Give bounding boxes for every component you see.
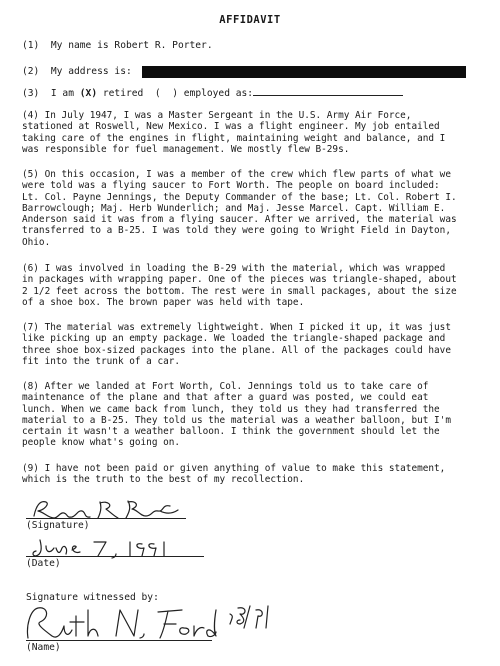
text-line: three shoe box-sized packages into the plane. All of the packages could have <box>22 344 451 356</box>
item-3-employment <box>22 88 403 99</box>
text-line: fit into the trunk of a car. <box>22 355 181 367</box>
item-3-prefix: (3) I am <box>22 88 74 99</box>
paragraph-5 <box>22 169 484 248</box>
retired-label: retired <box>102 88 144 99</box>
text-line: (5) On this occasion, I was a member of the crew which flew parts of what we <box>22 169 451 180</box>
retired-checkmark: (X) <box>79 88 98 99</box>
witness-name-line <box>26 640 212 641</box>
paragraph-9 <box>22 463 484 486</box>
text-line: material to a B-25. They told us the material was a weather balloon, but I'm <box>22 414 451 426</box>
text-line: which is the truth to the best of my recollection. <box>22 474 305 486</box>
witness-name-label: (Name) <box>26 642 61 653</box>
document-title: AFFIDAVIT <box>219 14 281 26</box>
text-line: Anderson said it was from a flying saucer. After we arrived, the material was <box>22 214 457 226</box>
paragraph-7 <box>22 322 484 367</box>
text-line: transferred to a B-25. I was told they were going to Wright Field in Dayton, <box>22 225 451 237</box>
text-line: were told was a flying saucer to Fort Worth. The people on board included: <box>22 180 440 192</box>
text-line: Lt. Col. Payne Jennings, the Deputy Commander of the base; Lt. Col. Robert I. <box>22 191 457 203</box>
redacted-address-bar <box>142 66 466 78</box>
paragraph-6 <box>22 263 484 308</box>
text-line: (4) In July 1947, I was a Master Sergeant in the U.S. Army Air Force, <box>22 110 412 121</box>
paragraph-8 <box>22 381 484 449</box>
text-line: Barrowclough; Maj. Herb Wunderlich; and Maj. Jesse Marcel. Capt. William E. <box>22 202 446 214</box>
text-line: was responsible for fuel management. We mostly flew B-29s. <box>22 143 350 155</box>
text-line: certain it wasn't a weather balloon. I think the government should let the <box>22 426 440 438</box>
paragraph-4 <box>22 110 484 155</box>
witness-heading: Signature witnessed by: <box>26 592 159 603</box>
text-line: (6) I was involved in loading the B-29 with the material, which was wrapped <box>22 263 446 274</box>
item-1-name: (1) My name is Robert R. Porter. <box>22 40 213 51</box>
signature-label: (Signature) <box>26 520 90 531</box>
text-line: stationed at Roswell, New Mexico. I was a flight engineer. My job entailed <box>22 121 440 133</box>
employed-label: employed as: <box>183 88 254 99</box>
text-line: taking care of the engines in flight, maintaining weight and balance, and I <box>22 132 446 144</box>
text-line: in packages with wrapping paper. One of the pieces was triangle-shaped, about <box>22 274 457 286</box>
text-line: like picking up an empty package. We loaded the triangle-shaped package and <box>22 333 446 345</box>
employed-as-blank <box>253 95 403 96</box>
text-line: (9) I have not been paid or given anything of value to make this statement, <box>22 463 446 474</box>
text-line: of a shoe box. The brown paper was held with tape. <box>22 296 305 308</box>
text-line: people know what's going on. <box>22 437 181 449</box>
employed-checkbox: ( ) <box>154 88 178 99</box>
item-2-address-label: (2) My address is: <box>22 66 132 77</box>
text-line: (8) After we landed at Fort Worth, Col. Jennings told us to take care of <box>22 381 429 392</box>
text-line: maintenance of the plane and that after a guard was posted, we could eat <box>22 392 429 404</box>
signature-line <box>26 518 186 519</box>
text-line: 2 1/2 feet across the bottom. The rest were in small packages, about the size <box>22 285 457 297</box>
text-line: lunch. When we came back from lunch, they told us they had transferred the <box>22 403 440 415</box>
text-line: Ohio. <box>22 236 51 248</box>
date-line <box>26 556 204 557</box>
text-line: (7) The material was extremely lightweight. When I picked it up, it was just <box>22 322 451 333</box>
date-label: (Date) <box>26 558 61 569</box>
